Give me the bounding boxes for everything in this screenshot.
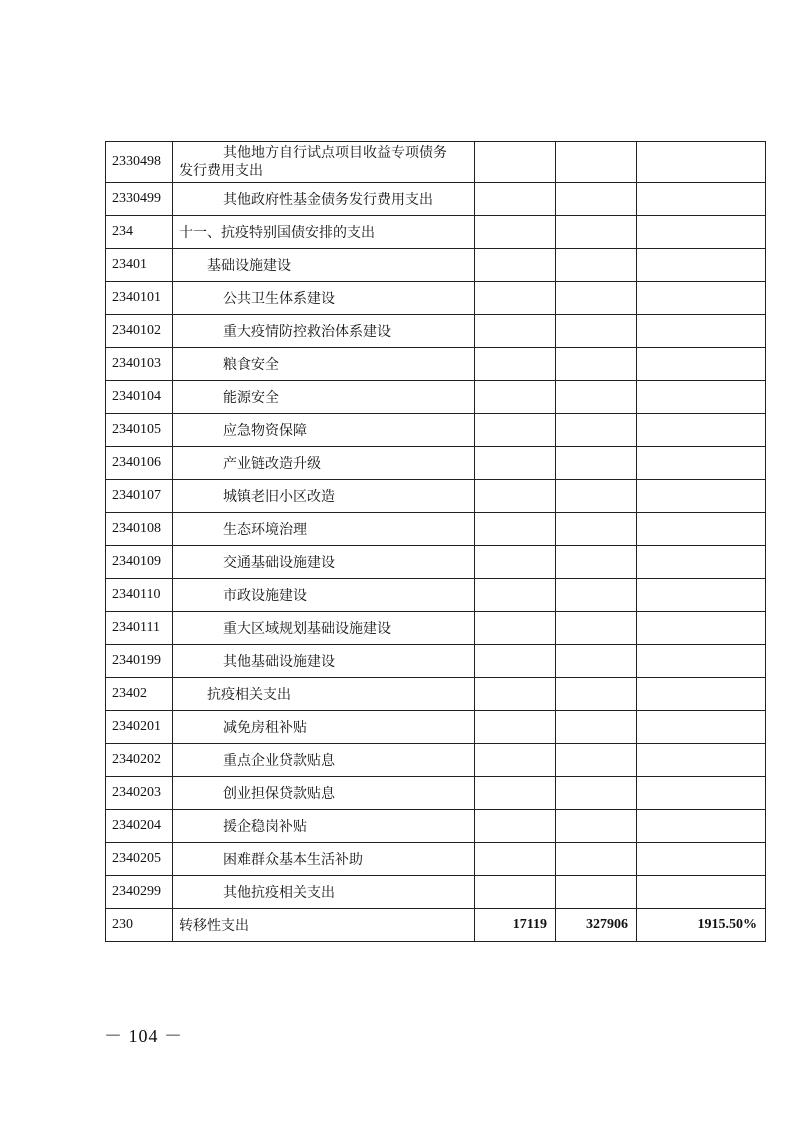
row-code: 2340106 <box>106 447 173 480</box>
row-value-2 <box>556 414 637 447</box>
row-name: 重大疫情防控救治体系建设 <box>173 315 475 348</box>
row-value-2 <box>556 216 637 249</box>
table-row <box>106 843 766 876</box>
row-code: 2340109 <box>106 546 173 579</box>
row-name: 交通基础设施建设 <box>173 546 475 579</box>
row-name: 减免房租补贴 <box>173 711 475 744</box>
row-value-1 <box>475 810 556 843</box>
row-code: 230 <box>106 909 173 942</box>
row-value-2 <box>556 480 637 513</box>
row-value-2: 327906 <box>556 909 637 942</box>
row-code: 2330498 <box>106 142 173 183</box>
row-value-2 <box>556 546 637 579</box>
row-name: 十一、抗疫特别国债安排的支出 <box>173 216 475 249</box>
row-value-3 <box>637 249 766 282</box>
row-code: 2340199 <box>106 645 173 678</box>
row-name <box>173 142 475 183</box>
row-value-2 <box>556 777 637 810</box>
row-value-1 <box>475 315 556 348</box>
row-value-3 <box>637 480 766 513</box>
row-value-1 <box>475 744 556 777</box>
row-value-3 <box>637 546 766 579</box>
row-code: 23402 <box>106 678 173 711</box>
table-row <box>106 480 766 513</box>
row-value-1 <box>475 183 556 216</box>
row-value-1 <box>475 579 556 612</box>
row-value-2 <box>556 711 637 744</box>
table-row <box>106 612 766 645</box>
row-code: 2340111 <box>106 612 173 645</box>
row-code: 2340103 <box>106 348 173 381</box>
row-value-3 <box>637 810 766 843</box>
row-value-3 <box>637 183 766 216</box>
row-code: 2340201 <box>106 711 173 744</box>
table-row <box>106 678 766 711</box>
row-value-1 <box>475 381 556 414</box>
row-code: 2340104 <box>106 381 173 414</box>
row-name: 重大区域规划基础设施建设 <box>173 612 475 645</box>
row-value-2 <box>556 348 637 381</box>
row-value-2 <box>556 645 637 678</box>
row-value-2 <box>556 249 637 282</box>
row-name: 产业链改造升级 <box>173 447 475 480</box>
row-value-1 <box>475 348 556 381</box>
row-name-line1: 其他地方自行试点项目收益专项债务 <box>223 145 447 161</box>
row-code: 2340202 <box>106 744 173 777</box>
row-name: 市政设施建设 <box>173 579 475 612</box>
row-value-1 <box>475 249 556 282</box>
table-row <box>106 579 766 612</box>
row-code: 2340204 <box>106 810 173 843</box>
row-value-1 <box>475 843 556 876</box>
row-value-1 <box>475 546 556 579</box>
row-value-3 <box>637 744 766 777</box>
row-value-1 <box>475 777 556 810</box>
row-value-1 <box>475 480 556 513</box>
table-row <box>106 744 766 777</box>
row-name: 其他基础设施建设 <box>173 645 475 678</box>
row-value-3 <box>637 414 766 447</box>
table-row <box>106 513 766 546</box>
row-code: 23401 <box>106 249 173 282</box>
row-value-1 <box>475 216 556 249</box>
row-value-3 <box>637 447 766 480</box>
row-value-1: 17119 <box>475 909 556 942</box>
row-value-2 <box>556 810 637 843</box>
row-value-1 <box>475 142 556 183</box>
table-row <box>106 414 766 447</box>
table-row <box>106 282 766 315</box>
row-name: 困难群众基本生活补助 <box>173 843 475 876</box>
page-number: － 104 － <box>104 1026 183 1046</box>
row-value-2 <box>556 315 637 348</box>
row-value-2 <box>556 381 637 414</box>
row-value-3: 1915.50% <box>637 909 766 942</box>
row-name-line2: 发行费用支出 <box>179 163 263 179</box>
row-value-1 <box>475 612 556 645</box>
table-row <box>106 216 766 249</box>
row-value-2 <box>556 282 637 315</box>
row-value-2 <box>556 142 637 183</box>
row-value-1 <box>475 513 556 546</box>
table-row <box>106 777 766 810</box>
row-value-3 <box>637 381 766 414</box>
table-row <box>106 909 766 942</box>
row-code: 234 <box>106 216 173 249</box>
row-code: 2340101 <box>106 282 173 315</box>
table-row <box>106 645 766 678</box>
table-row <box>106 876 766 909</box>
row-code: 2340110 <box>106 579 173 612</box>
row-code: 2340108 <box>106 513 173 546</box>
row-name: 生态环境治理 <box>173 513 475 546</box>
row-value-3 <box>637 876 766 909</box>
table-row <box>106 249 766 282</box>
row-value-3 <box>637 216 766 249</box>
row-value-3 <box>637 315 766 348</box>
row-name: 基础设施建设 <box>173 249 475 282</box>
row-value-3 <box>637 645 766 678</box>
row-name: 城镇老旧小区改造 <box>173 480 475 513</box>
row-code: 2340203 <box>106 777 173 810</box>
row-name: 能源安全 <box>173 381 475 414</box>
table-row <box>106 348 766 381</box>
row-name: 粮食安全 <box>173 348 475 381</box>
row-value-3 <box>637 282 766 315</box>
row-value-3 <box>637 678 766 711</box>
table-row <box>106 711 766 744</box>
row-code: 2330499 <box>106 183 173 216</box>
row-value-1 <box>475 876 556 909</box>
row-value-2 <box>556 447 637 480</box>
row-code: 2340105 <box>106 414 173 447</box>
row-name: 抗疫相关支出 <box>173 678 475 711</box>
table-row <box>106 315 766 348</box>
row-name: 其他抗疫相关支出 <box>173 876 475 909</box>
row-value-3 <box>637 612 766 645</box>
row-name: 重点企业贷款贴息 <box>173 744 475 777</box>
budget-expenditure-table <box>105 141 766 942</box>
row-value-3 <box>637 711 766 744</box>
table-row <box>106 447 766 480</box>
row-value-1 <box>475 711 556 744</box>
row-code: 2340102 <box>106 315 173 348</box>
row-value-1 <box>475 282 556 315</box>
row-code: 2340205 <box>106 843 173 876</box>
table-row <box>106 381 766 414</box>
row-value-1 <box>475 678 556 711</box>
row-value-2 <box>556 744 637 777</box>
row-value-2 <box>556 183 637 216</box>
row-value-2 <box>556 579 637 612</box>
row-value-1 <box>475 645 556 678</box>
table-row <box>106 183 766 216</box>
row-value-3 <box>637 142 766 183</box>
row-name: 公共卫生体系建设 <box>173 282 475 315</box>
table-row <box>106 546 766 579</box>
row-name: 应急物资保障 <box>173 414 475 447</box>
row-value-2 <box>556 678 637 711</box>
row-name: 转移性支出 <box>173 909 475 942</box>
row-value-2 <box>556 876 637 909</box>
row-name: 援企稳岗补贴 <box>173 810 475 843</box>
row-value-3 <box>637 348 766 381</box>
row-name: 其他政府性基金债务发行费用支出 <box>173 183 475 216</box>
row-value-2 <box>556 843 637 876</box>
row-code: 2340107 <box>106 480 173 513</box>
row-value-2 <box>556 612 637 645</box>
table-row <box>106 142 766 183</box>
table-row <box>106 810 766 843</box>
row-value-1 <box>475 447 556 480</box>
row-value-1 <box>475 414 556 447</box>
row-value-3 <box>637 843 766 876</box>
row-name: 创业担保贷款贴息 <box>173 777 475 810</box>
row-value-3 <box>637 777 766 810</box>
row-value-3 <box>637 513 766 546</box>
row-code: 2340299 <box>106 876 173 909</box>
row-value-2 <box>556 513 637 546</box>
row-value-3 <box>637 579 766 612</box>
